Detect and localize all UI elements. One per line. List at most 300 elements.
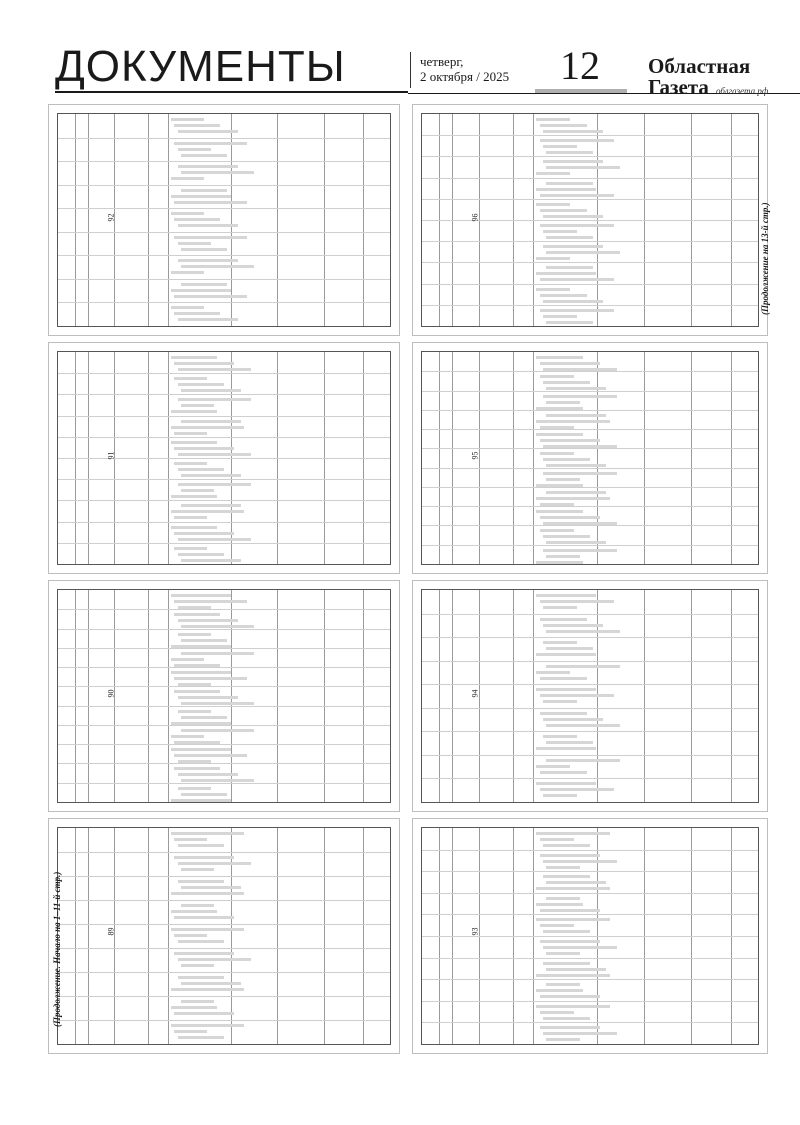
table-row-rule bbox=[422, 778, 758, 779]
table-row-rule bbox=[422, 506, 758, 507]
table-cell-text bbox=[181, 248, 227, 251]
table-cell-text bbox=[181, 702, 254, 705]
table-cell-text bbox=[543, 145, 577, 148]
table-cell-text bbox=[181, 625, 254, 628]
table-cell-text bbox=[536, 782, 596, 785]
table-cell-text bbox=[181, 904, 214, 907]
table-cell-text bbox=[540, 426, 574, 429]
table-cell-text bbox=[546, 1038, 580, 1041]
table-cell-text bbox=[171, 118, 204, 121]
table-cell-text bbox=[174, 613, 220, 616]
table-cell-text bbox=[181, 964, 214, 967]
table-row-rule bbox=[422, 468, 758, 469]
table-cell-text bbox=[178, 880, 224, 883]
table-cell-text bbox=[171, 271, 204, 274]
table-cell-text bbox=[543, 549, 617, 552]
table-column-rule bbox=[731, 352, 732, 564]
table-cell-text bbox=[181, 886, 241, 889]
table-row-rule bbox=[422, 614, 758, 615]
page-number-rule bbox=[535, 89, 627, 93]
table-cell-text bbox=[174, 767, 220, 770]
table-column-rule bbox=[363, 114, 364, 326]
table-row-rule bbox=[422, 305, 758, 306]
table-cell-text bbox=[174, 462, 207, 465]
table-cell-text bbox=[171, 645, 231, 648]
table-column-rule bbox=[452, 590, 453, 802]
table-cell-text bbox=[543, 472, 617, 475]
table-cell-text bbox=[178, 844, 224, 847]
table-cell-text bbox=[536, 671, 570, 674]
table-cell-text bbox=[178, 468, 224, 471]
table-column-rule bbox=[277, 590, 278, 802]
table-cell-text bbox=[178, 633, 211, 636]
document-page-number: 92 bbox=[106, 213, 116, 222]
table-cell-text bbox=[178, 130, 238, 133]
table-cell-text bbox=[546, 401, 580, 404]
table-cell-text bbox=[178, 398, 251, 401]
table-cell-text bbox=[181, 283, 227, 286]
document-page-number: 89 bbox=[106, 927, 116, 936]
table-row-rule bbox=[58, 725, 390, 726]
table-cell-text bbox=[540, 452, 574, 455]
table-cell-text bbox=[174, 547, 207, 550]
table-row-rule bbox=[58, 394, 390, 395]
table-cell-text bbox=[546, 724, 620, 727]
table-row-rule bbox=[58, 667, 390, 668]
continued-to-note: (Продолжение на 13-й стр.) bbox=[760, 202, 770, 315]
table-cell-text bbox=[546, 166, 620, 169]
table-cell-text bbox=[543, 381, 590, 384]
table-cell-text bbox=[171, 658, 204, 661]
table-cell-text bbox=[540, 503, 574, 506]
table-cell-text bbox=[171, 495, 217, 498]
table-row-rule bbox=[422, 850, 758, 851]
table-cell-text bbox=[546, 251, 620, 254]
table-column-rule bbox=[439, 590, 440, 802]
table-cell-text bbox=[178, 760, 211, 763]
table-cell-text bbox=[546, 151, 593, 154]
table-column-rule bbox=[533, 352, 534, 564]
table-row-rule bbox=[58, 852, 390, 853]
table-cell-text bbox=[536, 765, 570, 768]
table-cell-text bbox=[171, 910, 217, 913]
table-cell-text bbox=[171, 410, 217, 413]
table-cell-text bbox=[181, 1000, 214, 1003]
table-cell-text bbox=[543, 844, 590, 847]
table-cell-text bbox=[546, 182, 593, 185]
table-cell-text bbox=[540, 309, 614, 312]
table-row-rule bbox=[58, 208, 390, 209]
table-cell-text bbox=[178, 683, 211, 686]
table-column-rule bbox=[533, 590, 534, 802]
table-cell-text bbox=[536, 974, 610, 977]
table-cell-text bbox=[171, 356, 217, 359]
table-row-rule bbox=[422, 199, 758, 200]
table-cell-text bbox=[171, 832, 244, 835]
table-cell-text bbox=[174, 1030, 207, 1033]
table-cell-text bbox=[540, 1011, 574, 1014]
table-cell-text bbox=[181, 154, 227, 157]
table-cell-text bbox=[181, 171, 254, 174]
table-cell-text bbox=[174, 532, 234, 535]
table-cell-text bbox=[181, 189, 227, 192]
table-cell-text bbox=[171, 988, 244, 991]
table-cell-text bbox=[540, 139, 614, 142]
table-cell-text bbox=[174, 838, 207, 841]
table-cell-text bbox=[181, 404, 214, 407]
table-column-rule bbox=[513, 590, 514, 802]
continued-from-note: (Продолжение. Начало на 1–11-й стр.) bbox=[52, 871, 62, 1027]
table-cell-text bbox=[181, 793, 227, 796]
table-cell-text bbox=[540, 940, 600, 943]
table-row-rule bbox=[58, 876, 390, 877]
table-cell-text bbox=[540, 694, 614, 697]
table-cell-text bbox=[181, 716, 227, 719]
table-cell-text bbox=[546, 478, 580, 481]
table-row-rule bbox=[58, 648, 390, 649]
table-cell-text bbox=[178, 976, 224, 979]
table-cell-text bbox=[536, 989, 583, 992]
table-cell-text bbox=[540, 995, 600, 998]
table-cell-text bbox=[540, 224, 614, 227]
table-column-rule bbox=[731, 590, 732, 802]
table-cell-text bbox=[178, 862, 251, 865]
document-page-number: 94 bbox=[470, 689, 480, 698]
table-cell-text bbox=[546, 968, 606, 971]
table-cell-text bbox=[546, 866, 580, 869]
table-cell-text bbox=[543, 860, 617, 863]
table-row-rule bbox=[422, 545, 758, 546]
table-cell-text bbox=[178, 619, 238, 622]
table-column-rule bbox=[75, 590, 76, 802]
table-row-rule bbox=[422, 178, 758, 179]
table-cell-text bbox=[540, 375, 574, 378]
table-cell-text bbox=[536, 510, 583, 513]
table-cell-text bbox=[171, 1024, 244, 1027]
table-cell-text bbox=[181, 420, 241, 423]
table-column-rule bbox=[168, 828, 169, 1044]
document-page-number: 90 bbox=[106, 689, 116, 698]
table-cell-text bbox=[174, 362, 234, 365]
table-column-rule bbox=[324, 114, 325, 326]
table-cell-text bbox=[181, 559, 241, 562]
table-cell-text bbox=[171, 426, 244, 429]
table-cell-text bbox=[171, 594, 231, 597]
table-column-rule bbox=[148, 114, 149, 326]
table-cell-text bbox=[174, 236, 247, 239]
table-cell-text bbox=[540, 909, 600, 912]
table-cell-text bbox=[171, 510, 244, 513]
table-cell-text bbox=[178, 224, 238, 227]
table-cell-text bbox=[546, 414, 606, 417]
table-cell-text bbox=[178, 696, 238, 699]
table-cell-text bbox=[540, 278, 614, 281]
table-cell-text bbox=[536, 356, 583, 359]
table-row-rule bbox=[58, 543, 390, 544]
table-cell-text bbox=[174, 516, 207, 519]
table-row-rule bbox=[58, 763, 390, 764]
table-cell-text bbox=[540, 712, 587, 715]
table-cell-text bbox=[174, 201, 247, 204]
table-column-rule bbox=[75, 114, 76, 326]
document-page-91 bbox=[48, 342, 400, 574]
document-page-92 bbox=[48, 104, 400, 336]
table-column-rule bbox=[597, 352, 598, 564]
table-cell-text bbox=[536, 832, 610, 835]
table-row-rule bbox=[422, 1001, 758, 1002]
table-row-rule bbox=[422, 684, 758, 685]
table-cell-text bbox=[171, 212, 204, 215]
table-column-rule bbox=[363, 828, 364, 1044]
table-cell-text bbox=[536, 188, 596, 191]
table-cell-text bbox=[536, 172, 570, 175]
table-cell-text bbox=[546, 983, 580, 986]
table-cell-text bbox=[546, 897, 580, 900]
table-cell-text bbox=[536, 118, 570, 121]
table-cell-text bbox=[536, 203, 570, 206]
table-cell-text bbox=[174, 952, 234, 955]
document-page-93 bbox=[412, 818, 768, 1054]
table-cell-text bbox=[181, 389, 241, 392]
table-cell-text bbox=[546, 491, 606, 494]
document-page-number: 91 bbox=[106, 451, 116, 460]
table-cell-text bbox=[546, 464, 606, 467]
table-cell-text bbox=[171, 526, 217, 529]
table-cell-text bbox=[181, 982, 241, 985]
table-cell-text bbox=[536, 407, 583, 410]
brand-line-2: Газета bbox=[648, 75, 709, 99]
table-cell-text bbox=[174, 664, 220, 667]
table-row-rule bbox=[58, 686, 390, 687]
table-column-rule bbox=[75, 828, 76, 1044]
table-cell-text bbox=[174, 916, 234, 919]
table-row-rule bbox=[58, 629, 390, 630]
table-row-rule bbox=[58, 972, 390, 973]
table-column-rule bbox=[644, 352, 645, 564]
table-cell-text bbox=[174, 447, 234, 450]
table-cell-text bbox=[540, 124, 587, 127]
table-row-rule bbox=[58, 479, 390, 480]
table-cell-text bbox=[178, 940, 224, 943]
table-cell-text bbox=[536, 272, 596, 275]
table-cell-text bbox=[546, 321, 593, 324]
table-cell-text bbox=[543, 535, 590, 538]
table-cell-text bbox=[174, 1012, 234, 1015]
table-cell-text bbox=[543, 1032, 617, 1035]
table-cell-text bbox=[174, 377, 207, 380]
table-row-rule bbox=[422, 914, 758, 915]
table-column-rule bbox=[168, 590, 169, 802]
table-cell-text bbox=[178, 383, 224, 386]
table-cell-text bbox=[181, 868, 214, 871]
table-row-rule bbox=[58, 609, 390, 610]
table-cell-text bbox=[540, 771, 587, 774]
document-table bbox=[421, 827, 759, 1045]
table-row-rule bbox=[422, 525, 758, 526]
table-cell-text bbox=[543, 794, 577, 797]
table-row-rule bbox=[422, 410, 758, 411]
table-cell-text bbox=[543, 946, 617, 949]
table-column-rule bbox=[148, 590, 149, 802]
table-row-rule bbox=[422, 429, 758, 430]
masthead bbox=[0, 0, 800, 100]
table-column-rule bbox=[88, 590, 89, 802]
table-row-rule bbox=[422, 979, 758, 980]
table-row-rule bbox=[422, 661, 758, 662]
table-cell-text bbox=[178, 318, 238, 321]
table-column-rule bbox=[439, 352, 440, 564]
table-cell-text bbox=[536, 594, 596, 597]
table-cell-text bbox=[178, 165, 238, 168]
table-cell-text bbox=[543, 458, 590, 461]
table-cell-text bbox=[181, 504, 241, 507]
table-cell-text bbox=[178, 453, 251, 456]
table-row-rule bbox=[422, 1022, 758, 1023]
table-row-rule bbox=[422, 284, 758, 285]
table-row-rule bbox=[422, 487, 758, 488]
table-cell-text bbox=[546, 759, 620, 762]
table-column-rule bbox=[277, 114, 278, 326]
table-cell-text bbox=[543, 624, 603, 627]
table-cell-text bbox=[543, 875, 590, 878]
table-cell-text bbox=[540, 1026, 600, 1029]
section-title: ДОКУМЕНТЫ bbox=[55, 42, 346, 91]
table-cell-text bbox=[171, 1006, 217, 1009]
document-page-90 bbox=[48, 580, 400, 812]
table-column-rule bbox=[513, 352, 514, 564]
document-page-89 bbox=[48, 818, 400, 1054]
table-cell-text bbox=[536, 561, 583, 564]
document-page-95 bbox=[412, 342, 768, 574]
table-cell-text bbox=[536, 1005, 610, 1008]
document-page-number: 95 bbox=[470, 451, 480, 460]
table-cell-text bbox=[171, 928, 244, 931]
table-cell-text bbox=[174, 741, 220, 744]
table-cell-text bbox=[546, 630, 620, 633]
table-cell-text bbox=[181, 265, 254, 268]
table-cell-text bbox=[536, 497, 610, 500]
table-cell-text bbox=[543, 1017, 590, 1020]
table-cell-text bbox=[540, 618, 587, 621]
table-cell-text bbox=[171, 195, 231, 198]
table-row-rule bbox=[422, 135, 758, 136]
table-cell-text bbox=[178, 958, 251, 961]
table-cell-text bbox=[178, 242, 211, 245]
table-cell-text bbox=[536, 688, 596, 691]
table-row-rule bbox=[58, 185, 390, 186]
table-cell-text bbox=[174, 312, 220, 315]
table-cell-text bbox=[540, 788, 614, 791]
table-row-rule bbox=[422, 893, 758, 894]
table-cell-text bbox=[536, 420, 610, 423]
table-row-rule bbox=[422, 958, 758, 959]
document-page-94 bbox=[412, 580, 768, 812]
document-page-number: 93 bbox=[470, 927, 480, 936]
table-cell-text bbox=[181, 729, 254, 732]
table-row-rule bbox=[422, 262, 758, 263]
table-cell-text bbox=[540, 838, 574, 841]
table-cell-text bbox=[171, 735, 204, 738]
table-column-rule bbox=[168, 114, 169, 326]
table-row-rule bbox=[58, 302, 390, 303]
table-row-rule bbox=[58, 706, 390, 707]
table-cell-text bbox=[178, 483, 251, 486]
table-row-rule bbox=[422, 637, 758, 638]
table-cell-text bbox=[178, 368, 251, 371]
table-cell-text bbox=[546, 236, 593, 239]
table-cell-text bbox=[540, 600, 614, 603]
page-number: 12 bbox=[560, 43, 600, 88]
table-cell-text bbox=[543, 160, 603, 163]
table-cell-text bbox=[540, 924, 574, 927]
table-cell-text bbox=[536, 653, 596, 656]
table-row-rule bbox=[422, 871, 758, 872]
table-row-rule bbox=[422, 936, 758, 937]
table-cell-text bbox=[171, 289, 231, 292]
table-row-rule bbox=[422, 708, 758, 709]
table-cell-text bbox=[174, 432, 207, 435]
table-row-rule bbox=[58, 373, 390, 374]
title-rule bbox=[55, 91, 408, 93]
table-cell-text bbox=[546, 387, 606, 390]
table-cell-text bbox=[174, 295, 247, 298]
table-cell-text bbox=[536, 887, 610, 890]
table-row-rule bbox=[422, 755, 758, 756]
table-cell-text bbox=[174, 142, 247, 145]
table-column-rule bbox=[691, 352, 692, 564]
table-cell-text bbox=[536, 257, 570, 260]
table-column-rule bbox=[324, 590, 325, 802]
table-row-rule bbox=[58, 924, 390, 925]
table-cell-text bbox=[546, 541, 606, 544]
table-row-rule bbox=[58, 948, 390, 949]
table-cell-text bbox=[178, 606, 211, 609]
table-cell-text bbox=[543, 700, 577, 703]
table-column-rule bbox=[88, 828, 89, 1044]
table-cell-text bbox=[543, 368, 617, 371]
table-cell-text bbox=[540, 194, 614, 197]
table-column-rule bbox=[691, 590, 692, 802]
document-page-number: 96 bbox=[470, 213, 480, 222]
table-row-rule bbox=[58, 255, 390, 256]
table-cell-text bbox=[546, 952, 580, 955]
table-cell-text bbox=[540, 209, 587, 212]
table-cell-text bbox=[178, 1036, 224, 1039]
table-row-rule bbox=[58, 138, 390, 139]
table-cell-text bbox=[174, 754, 247, 757]
table-cell-text bbox=[540, 529, 574, 532]
table-row-rule bbox=[58, 1020, 390, 1021]
table-row-rule bbox=[58, 437, 390, 438]
table-column-rule bbox=[644, 590, 645, 802]
issue-weekday: четверг, bbox=[420, 54, 464, 69]
table-cell-text bbox=[536, 433, 583, 436]
brand-line-1: Областная bbox=[648, 54, 751, 78]
table-cell-text bbox=[540, 439, 600, 442]
table-row-rule bbox=[58, 744, 390, 745]
table-cell-text bbox=[174, 218, 220, 221]
table-row-rule bbox=[58, 522, 390, 523]
table-row-rule bbox=[58, 900, 390, 901]
table-cell-text bbox=[178, 553, 224, 556]
table-cell-text bbox=[171, 748, 231, 751]
table-cell-text bbox=[181, 779, 254, 782]
table-cell-text bbox=[543, 735, 577, 738]
document-page-96 bbox=[412, 104, 768, 336]
table-cell-text bbox=[181, 639, 227, 642]
table-column-rule bbox=[324, 828, 325, 1044]
table-cell-text bbox=[543, 130, 603, 133]
